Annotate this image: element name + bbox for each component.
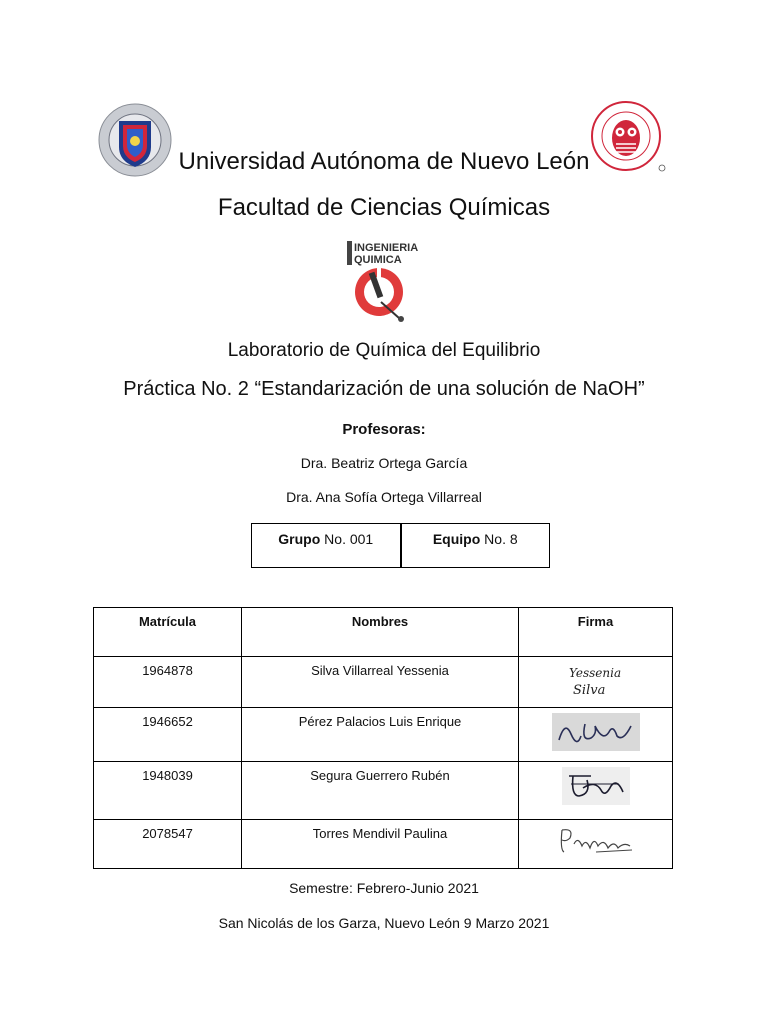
- matricula-cell: 2078547: [94, 820, 242, 869]
- group-team-box: [251, 523, 550, 568]
- nombre-cell: Torres Mendivil Paulina: [242, 820, 519, 869]
- table-row: [94, 708, 673, 762]
- group-label: Grupo: [278, 531, 321, 547]
- table-row: [94, 657, 673, 708]
- team-value: No. 8: [484, 531, 518, 547]
- ingenieria-quimica-logo: [343, 240, 427, 329]
- university-title: Universidad Autónoma de Nuevo León: [178, 148, 590, 175]
- professor-name-2: Dra. Ana Sofía Ortega Villarreal: [286, 489, 482, 505]
- team-label: Equipo: [432, 531, 481, 547]
- nombre-cell: Segura Guerrero Rubén: [242, 762, 519, 820]
- header-matricula: Matrícula: [94, 608, 242, 657]
- header-firma: Firma: [519, 608, 673, 657]
- students-table: [93, 607, 673, 869]
- signature-text-line2: Silva: [572, 683, 605, 698]
- matricula-cell: 1946652: [94, 708, 242, 762]
- practice-title: Práctica No. 2 “Estandarización de una solución de NaOH”: [123, 378, 645, 400]
- place-date-text: San Nicolás de los Garza, Nuevo León 9 Marzo 2021: [218, 915, 550, 931]
- signature-image: [556, 824, 636, 858]
- professors-label: Profesoras:: [342, 421, 426, 438]
- table-row: [94, 762, 673, 820]
- nombre-cell: Silva Villarreal Yessenia: [242, 657, 519, 708]
- group-cell: [252, 524, 400, 567]
- table-row: [94, 820, 673, 869]
- nombre-cell: Pérez Palacios Luis Enrique: [242, 708, 519, 762]
- professor-name-1: Dra. Beatriz Ortega García: [300, 455, 468, 471]
- quimica-text: QUIMICA: [354, 254, 402, 266]
- matricula-cell: 1948039: [94, 762, 242, 820]
- signature-image: [551, 712, 641, 752]
- header-nombres: Nombres: [242, 608, 519, 657]
- signature-image: [551, 661, 641, 699]
- lab-title: Laboratorio de Química del Equilibrio: [227, 340, 541, 361]
- team-cell: [400, 524, 550, 567]
- faculty-title: Facultad de Ciencias Químicas: [217, 194, 551, 221]
- signature-cell: [519, 762, 673, 820]
- signature-cell: [519, 657, 673, 708]
- group-value: No. 001: [324, 531, 374, 547]
- signature-cell: [519, 820, 673, 869]
- signature-text-line1: Yessenia: [568, 666, 621, 680]
- matricula-cell: 1964878: [94, 657, 242, 708]
- table-header-row: [94, 608, 673, 657]
- signature-image: [561, 766, 631, 806]
- signature-cell: [519, 708, 673, 762]
- ingenieria-text: INGENIERIA: [354, 242, 419, 254]
- semester-text: Semestre: Febrero-Junio 2021: [289, 880, 479, 896]
